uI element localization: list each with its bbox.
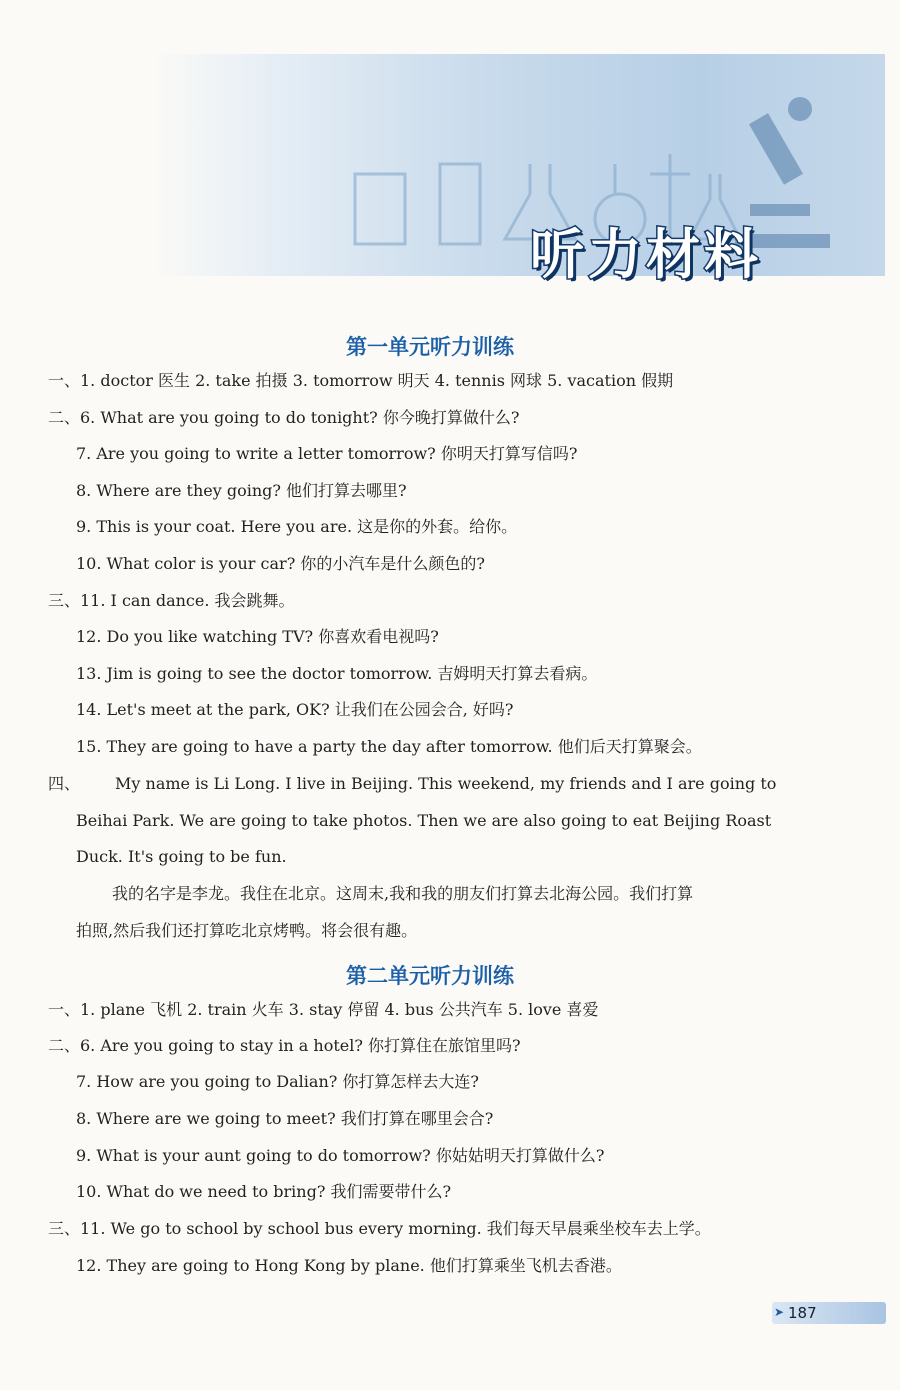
unit1-line: 13. Jim is going to see the doctor tomorrow. 吉姆明天打算去看病。 [76,664,598,683]
unit1-line: 15. They are going to have a party the day after tomorrow. 他们后天打算聚会。 [76,737,702,756]
part4-passage-en: Beihai Park. We are going to take photos. Then we are also going to eat Beijing Roast [76,811,772,830]
unit2-line: 8. Where are we going to meet? 我们打算在哪里会合? [76,1109,494,1128]
unit1-line: 14. Let's meet at the park, OK? 让我们在公园会合, 好吗? [76,700,514,719]
page-number-badge [772,1302,886,1324]
unit2-line: 9. What is your aunt going to do tomorrow? 你姑姑明天打算做什么? [76,1146,605,1165]
unit1-line: 8. Where are they going? 他们打算去哪里? [76,481,407,500]
unit1-line: 7. Are you going to write a letter tomorrow? 你明天打算写信吗? [76,444,578,463]
unit1-line: 12. Do you like watching TV? 你喜欢看电视吗? [76,627,439,646]
header-banner [150,54,885,276]
unit2-line: 二、6. Are you going to stay in a hotel? 你打算住在旅馆里吗? [48,1036,521,1055]
unit1-line: 10. What color is your car? 你的小汽车是什么颜色的? [76,554,485,573]
unit2-line: 12. They are going to Hong Kong by plane. 他们打算乘坐飞机去香港。 [76,1256,622,1275]
part4-passage-zh: 拍照,然后我们还打算吃北京烤鸭。将会很有趣。 [76,921,418,940]
unit2-line: 一、1. plane 飞机 2. train 火车 3. stay 停留 4. bus 公共汽车 5. love 喜爱 [48,1000,599,1019]
page-number: 187 [788,1304,817,1322]
unit1-line: 9. This is your coat. Here you are. 这是你的外套。给你。 [76,517,518,536]
part4-passage-zh: 我的名字是李龙。我住在北京。这周末,我和我的朋友们打算去北海公园。我们打算 [112,884,694,903]
unit1-line: 二、6. What are you going to do tonight? 你今晚打算做什么? [48,408,520,427]
unit2-line: 10. What do we need to bring? 我们需要带什么? [76,1182,452,1201]
lab-equipment-illustration [150,54,885,276]
unit2-line: 三、11. We go to school by school bus every morning. 我们每天早晨乘坐校车去上学。 [48,1219,711,1238]
unit2-line: 7. How are you going to Dalian? 你打算怎样去大连? [76,1072,479,1091]
part4-passage-en: Duck. It's going to be fun. [76,847,287,866]
unit1-line: 三、11. I can dance. 我会跳舞。 [48,591,295,610]
unit1-line: 一、1. doctor 医生 2. take 拍摄 3. tomorrow 明天 4. tennis 网球 5. vacation 假期 [48,371,674,390]
arrow-icon: ➤ [774,1305,785,1319]
part4-label: 四、 [48,774,81,793]
banner-title: 听力材料 [530,223,762,286]
section-title-unit-2: 第二单元听力训练 [346,964,514,988]
section-title-unit-1: 第一单元听力训练 [346,335,514,359]
part4-passage-en: My name is Li Long. I live in Beijing. This weekend, my friends and I are going to [115,774,777,793]
